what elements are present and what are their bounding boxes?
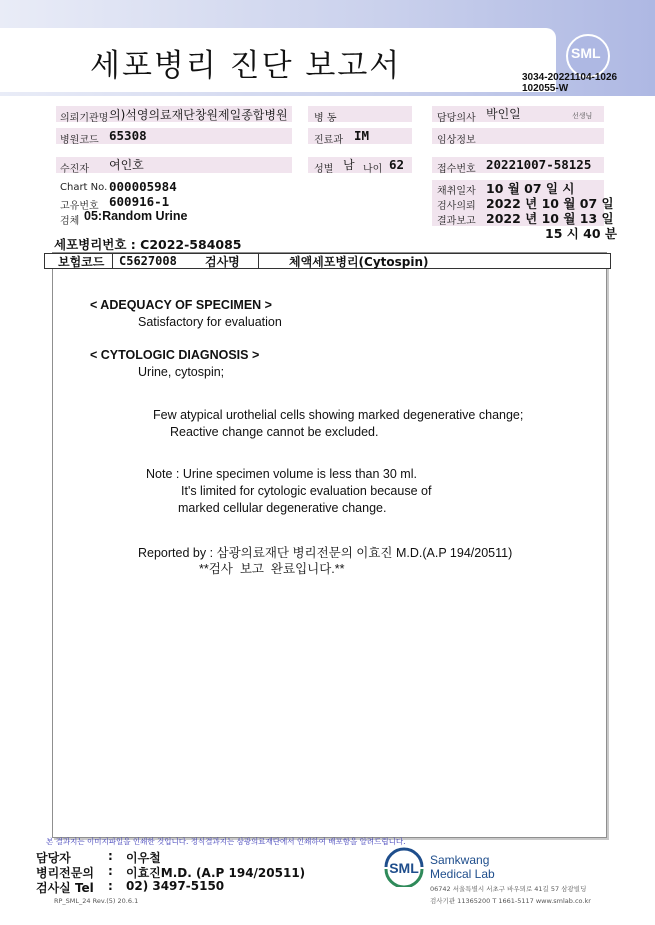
patient-value: 여인호 xyxy=(109,158,144,172)
specimen-label: 검체 xyxy=(60,216,80,227)
adequacy-heading: < ADEQUACY OF SPECIMEN > xyxy=(90,298,272,312)
age-label: 나이 xyxy=(363,164,383,175)
pathologist-label: 병리전문의 xyxy=(36,866,94,880)
receipt-label: 접수번호 xyxy=(437,164,476,175)
institution-value: 의)석영의료재단창원제일종합병원 xyxy=(109,108,288,122)
dept-label: 진료과 xyxy=(314,135,343,146)
institution-label: 의뢰기관명 xyxy=(60,113,109,124)
charge-value: 이우철 xyxy=(126,851,161,865)
tel-value: 02) 3497-5150 xyxy=(126,879,225,893)
samkwang-logo-icon xyxy=(382,847,426,887)
insurance-code-label: 보험코드 xyxy=(58,255,105,269)
note-line-3: marked cellular degenerative change. xyxy=(178,501,387,515)
document-id-line1: 3034-20221104-1026 xyxy=(522,72,618,83)
patient-label: 수진자 xyxy=(60,164,89,175)
doctor-label: 담당의사 xyxy=(437,113,476,124)
hospital-code-value: 65308 xyxy=(109,128,147,143)
lab-name-line2: Medical Lab xyxy=(430,867,495,881)
request-date-value: 2022 년 10 월 07 일 xyxy=(486,196,614,211)
pathologist-value: 이효진M.D. (A.P 194/20511) xyxy=(126,866,306,880)
colon: : xyxy=(108,879,113,893)
result-date-value: 2022 년 10 월 13 일 xyxy=(486,211,614,226)
report-complete: **검사 보고 완료입니다.** xyxy=(199,562,345,576)
lab-contact: 검사기관 11365200 T 1661-5117 www.smlab.co.kr xyxy=(430,897,591,905)
samkwang-logo-text: SML xyxy=(389,860,419,876)
specimen-value: 05:Random Urine xyxy=(84,209,188,223)
lab-name-line1: Samkwang xyxy=(430,853,490,867)
footer-notice: 본 결과지는 이미지파일을 인쇄한 것입니다. 정식결과지는 삼광의료재단에서 인쇄하여 배포함을 알려드립니다. xyxy=(46,837,406,846)
ward-label: 병 동 xyxy=(314,113,337,124)
document-id-line2: 102055-W xyxy=(522,83,569,94)
diagnosis-text: Urine, cytospin; xyxy=(138,365,225,379)
sex-value: 남 xyxy=(343,158,355,172)
reported-by: Reported by : 삼광의료재단 병리전문의 이효진 M.D.(A.P 194/20511) xyxy=(138,546,513,560)
unique-id-value: 600916-1 xyxy=(109,194,170,209)
divider xyxy=(112,254,113,268)
divider xyxy=(258,254,259,268)
colon: : xyxy=(108,864,113,878)
adequacy-text: Satisfactory for evaluation xyxy=(138,315,282,329)
charge-label: 담당자 xyxy=(36,851,71,865)
form-code: RP_SML_24 Rev.(5) 20.6.1 xyxy=(54,897,139,905)
lab-name xyxy=(430,853,495,881)
tel-label: 검사실 Tel xyxy=(36,881,94,895)
result-date-label: 결과보고 xyxy=(437,216,476,227)
diagnosis-heading: < CYTOLOGIC DIAGNOSIS > xyxy=(90,348,260,362)
sml-logo-text: SML xyxy=(571,45,601,61)
dept-value: IM xyxy=(354,128,370,143)
doctor-value: 박인일 xyxy=(486,107,521,121)
collect-date-label: 채취일자 xyxy=(437,186,476,197)
chart-label: Chart No. xyxy=(60,182,108,193)
collect-date-value: 10 월 07 일 시 xyxy=(486,181,575,196)
result-time-value: 15 시 40 분 xyxy=(545,226,617,241)
report-title: 세포병리 진단 보고서 xyxy=(90,48,402,84)
sex-label: 성별 xyxy=(314,164,334,175)
label-bg xyxy=(56,157,292,173)
receipt-value: 20221007-58125 xyxy=(486,157,592,172)
lab-address: 06742 서울특별시 서초구 바우뫼로 41길 57 삼광빌딩 xyxy=(430,885,587,893)
exam-name-value: 체액세포병리(Cytospin) xyxy=(289,255,429,269)
finding-line-2: Reactive change cannot be excluded. xyxy=(170,425,379,439)
chart-value: 000005984 xyxy=(109,179,177,194)
note-line-2: It's limited for cytologic evaluation because of xyxy=(181,484,432,498)
exam-name-label: 검사명 xyxy=(205,255,240,269)
colon: : xyxy=(108,849,113,863)
request-date-label: 검사의뢰 xyxy=(437,201,476,212)
age-value: 62 xyxy=(389,157,405,172)
document-id xyxy=(522,72,617,94)
clinical-info-label: 임상정보 xyxy=(437,135,476,146)
insurance-code-value: C5627008 xyxy=(119,254,177,268)
hospital-code-label: 병원코드 xyxy=(60,135,99,146)
unique-id-label: 고유번호 xyxy=(60,201,99,212)
finding-line-1: Few atypical urothelial cells showing marked degenerative change; xyxy=(153,408,524,422)
cytology-number: 세포병리번호 : C2022-584085 xyxy=(54,237,242,252)
doctor-suffix: 선생님 xyxy=(572,112,593,120)
note-line-1: Note : Urine specimen volume is less than 30 ml. xyxy=(146,467,417,481)
